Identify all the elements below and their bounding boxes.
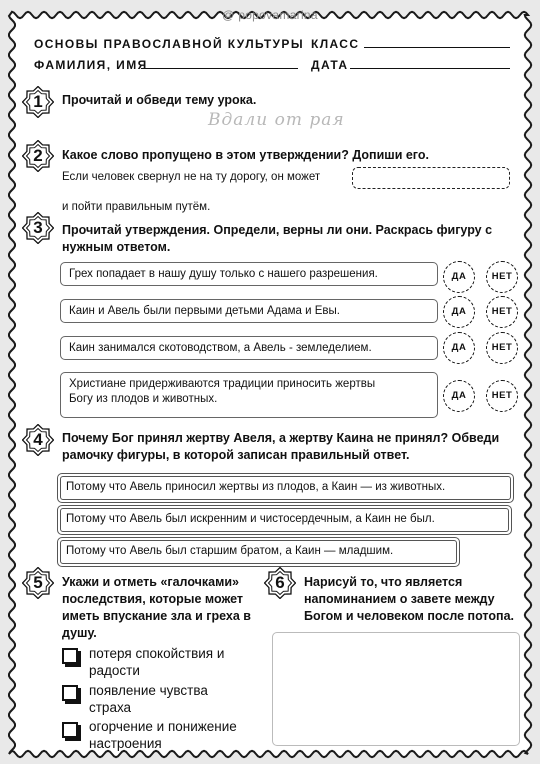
statement-box xyxy=(60,372,438,418)
task4-question-line1: Почему Бог принял жертву Авеля, а жертву Каина не принял? Обведи xyxy=(62,431,500,445)
task2-text-before: Если человек свернул не на ту дорогу, он может xyxy=(62,171,321,183)
task5-question-line: последствия, которые может xyxy=(62,592,244,606)
task2-question: Какое слово пропущено в этом утверждении? Допиши его. xyxy=(62,148,429,162)
answer-option[interactable]: Потому что Авель был старшим братом, а Каин — младшим. xyxy=(60,540,457,564)
watermark: @ popovamarina xyxy=(222,8,318,22)
statement-text: Каин занимался скотоводством, а Авель - земледелием. xyxy=(69,342,372,354)
name-label: ФАМИЛИЯ, ИМЯ xyxy=(34,58,148,72)
name-field[interactable] xyxy=(141,68,298,69)
task6-question-line: напоминанием о завете между xyxy=(304,592,495,606)
statement-text: Богу из плодов и животных. xyxy=(69,393,218,405)
option-text: потеря спокойствия и радости xyxy=(89,646,225,678)
yes-figure[interactable]: ДА xyxy=(443,261,475,293)
no-figure[interactable]: НЕТ xyxy=(486,261,518,293)
task5-question-line: душу. xyxy=(62,626,97,640)
task2-text-after: и пойти правильным путём. xyxy=(62,201,211,213)
statement-text: Грех попадает в нашу душу только с нашего разрешения. xyxy=(69,268,378,280)
class-field[interactable] xyxy=(364,47,510,48)
no-figure[interactable]: НЕТ xyxy=(486,296,518,328)
task3-question-line2: нужным ответом. xyxy=(62,240,171,254)
answer-option[interactable]: Потому что Авель приносил жертвы из плодов, а Каин — из животных. xyxy=(60,476,511,500)
task5-question-line: Укажи и отметь «галочками» xyxy=(62,575,240,589)
task6-question-line: Нарисуй то, что является xyxy=(304,575,463,589)
task1-question: Прочитай и обведи тему урока. xyxy=(62,93,257,107)
drawing-area[interactable] xyxy=(272,632,520,746)
missing-word-field[interactable] xyxy=(352,167,510,189)
task4-question-line2: рамочку фигуры, в которой записан правильный ответ. xyxy=(62,448,410,462)
statement-box xyxy=(60,336,438,360)
option-text: появление чувства страха xyxy=(89,683,208,715)
task3-question-line1: Прочитай утверждения. Определи, верны ли они. Раскрась фигуру с xyxy=(62,223,493,237)
answer-option[interactable]: Потому что Авель был искренним и чистосердечным, а Каин не был. xyxy=(60,508,509,532)
no-figure[interactable]: НЕТ xyxy=(486,332,518,364)
task-number-badge: 3 xyxy=(22,212,54,244)
yes-figure[interactable]: ДА xyxy=(443,332,475,364)
option-text: огорчение и понижение настроения xyxy=(89,719,237,751)
date-label: ДАТА xyxy=(311,58,349,72)
lesson-topic[interactable]: Вдали от рая xyxy=(208,110,345,130)
task-number-badge: 6 xyxy=(264,567,296,599)
yes-figure[interactable]: ДА xyxy=(443,380,475,412)
yes-figure[interactable]: ДА xyxy=(443,296,475,328)
task-number-badge: 4 xyxy=(22,424,54,456)
date-field[interactable] xyxy=(350,68,510,69)
task-number-badge: 1 xyxy=(22,86,54,118)
task6-question-line: Богом и человеком после потопа. xyxy=(304,609,514,623)
task-number-badge: 2 xyxy=(22,140,54,172)
subject-title: ОСНОВЫ ПРАВОСЛАВНОЙ КУЛЬТУРЫ xyxy=(34,37,304,51)
task5-question-line: иметь впускание зла и греха в xyxy=(62,609,251,623)
class-label: КЛАСС xyxy=(311,37,360,51)
statement-box xyxy=(60,262,438,286)
statement-box xyxy=(60,299,438,323)
no-figure[interactable]: НЕТ xyxy=(486,380,518,412)
checkbox[interactable] xyxy=(62,722,78,738)
checkbox[interactable] xyxy=(62,685,78,701)
task-number-badge: 5 xyxy=(22,567,54,599)
statement-text: Христиане придерживаются традиции приносить жертвы xyxy=(69,378,376,390)
statement-text: Каин и Авель были первыми детьми Адама и Евы. xyxy=(69,305,340,317)
checkbox[interactable] xyxy=(62,648,78,664)
